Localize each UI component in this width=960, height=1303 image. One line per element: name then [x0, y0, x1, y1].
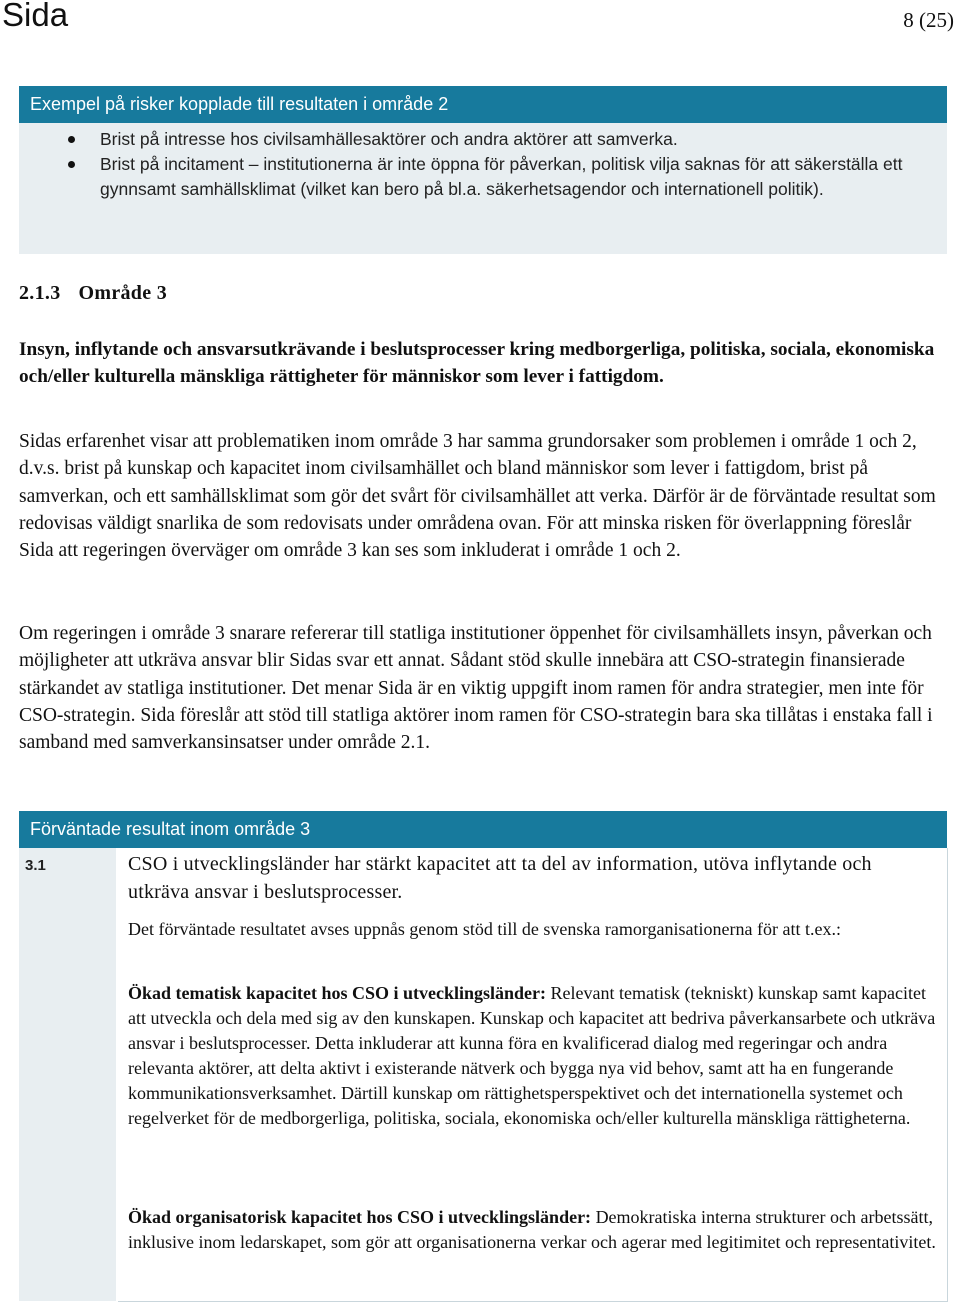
result-item [128, 981, 938, 1131]
result-item-text: Relevant tematisk (tekniskt) kunskap samt kapacitet att utveckla och dela med sig av den kunskapen. Kunskap och kapacitet att bedriva påverkansarbete och utkräva ansvar i beslutsprocesser. Detta inkluderar att kunna föra en kvalificerad dialog med regeringar och andra relevanta aktörer, att delta aktivt i existerande nätverk och bygga nya vid behov, samt att ha en fungerande kommunikationsverksamhet. Därtill kunskap om rättighetsperspektivet och det internationella systemet och regelverket för de medborgerliga, politiska, sociala, ekonomiska och/eller kulturella mänskliga rättigheterna. [128, 983, 936, 1128]
result-item [128, 1205, 938, 1255]
section-title: Område 3 [78, 282, 167, 304]
result-item-label: Ökad tematisk kapacitet hos CSO i utvecklingsländer: [128, 983, 547, 1003]
page-number: 8 (25) [903, 8, 954, 32]
results-heading-text: Förväntade resultat inom område 3 [30, 819, 311, 839]
risk-box [19, 86, 947, 254]
risk-box-heading: Exempel på risker kopplade till resultaten i område 2 [19, 86, 947, 123]
list-item [19, 127, 947, 152]
risk-list [19, 123, 947, 202]
risk-item-text: Brist på intresse hos civilsamhällesaktörer och andra aktörer att samverka. [100, 129, 678, 149]
body-paragraph: Sidas erfarenhet visar att problematiken inom område 3 har samma grundorsaker som problemen i område 1 och 2, d.v.s. brist på kunskap och kapacitet inom civilsamhället och bland människor som lever i fattigdom, brist på samverkan, och ett samhällsklimat som gör det svårt för civilsamhället att verka. Därför är de förväntade resultat som redovisas väldigt snarlika de som redovisats under områdena ovan. För att minska risken för överlappning föreslår Sida att regeringen överväger om område 3 kan ses som inkluderat i område 1 och 2. [19, 431, 936, 562]
results-table-heading [19, 811, 947, 848]
risk-item-text: Brist på incitament – institutionerna är inte öppna för påverkan, politisk vilja saknas för att säkerställa ett gynnsamt samhällsklimat (vilket kan bero på bl.a. säkerhetsagendor och internationell politik). [100, 154, 903, 199]
result-intro: Det förväntade resultatet avses uppnås genom stöd till de svenska ramorganisationerna för att t.ex.: [128, 919, 841, 939]
results-number-cell [19, 848, 116, 1301]
section-subtitle: Insyn, inflytande och ansvarsutkrävande i beslutsprocesser kring medborgerliga, politiska, sociala, ekonomiska och/eller kulturella mänskliga rättigheter för människor som lever i fattigdom. [19, 339, 935, 387]
section-number: 2.1.3 [19, 282, 61, 304]
result-title: CSO i utvecklingsländer har stärkt kapacitet att ta del av information, utöva inflytande och utkräva ansvar i beslutsprocesser. [128, 853, 872, 903]
section-heading [19, 282, 167, 305]
result-item-label: Ökad organisatorisk kapacitet hos CSO i utvecklingsländer: [128, 1207, 592, 1227]
result-number: 3.1 [25, 857, 46, 874]
document-header-title: Sida [2, 0, 69, 33]
body-paragraph: Om regeringen i område 3 snarare refererar till statliga institutioner öppenhet för civilsamhällets insyn, påverkan och möjligheter att utkräva ansvar blir Sidas svar ett annat. Sådant stöd skulle innebära att CSO-strategin finansierade stärkandet av statliga institutioner. Det menar Sida är en viktig uppgift inom ramen för andra strategier, men inte för CSO-strategin. Sida föreslår att stöd till statliga aktörer inom ramen för CSO-strategin bara ska tillåtas i enstaka fall i samband med samverkansinsatser under område 2.1. [19, 623, 933, 754]
bullet-icon [68, 161, 75, 168]
bullet-icon [68, 136, 75, 143]
list-item [19, 152, 947, 202]
result-item-text: Demokratiska interna strukturer och arbetssätt, inklusive inom ledarskapet, som gör att organisationerna verkar och agerar med legitimitet och representativitet. [128, 1207, 936, 1252]
